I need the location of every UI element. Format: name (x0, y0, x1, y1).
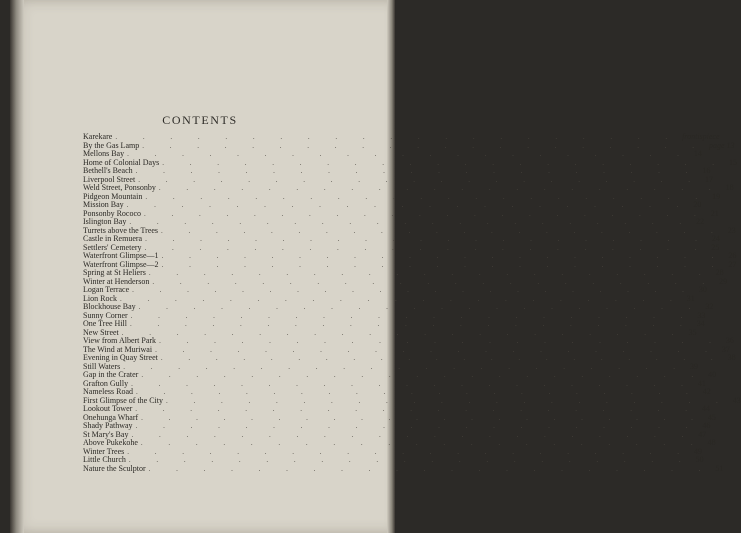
toc-page-number: 29 (719, 276, 728, 286)
toc-page-number: 38 (727, 353, 736, 362)
toc-page-number: 34 (696, 319, 705, 328)
toc-title: Waterfront Glimpse—2 (83, 259, 159, 269)
toc-title: Mission Bay (83, 200, 124, 209)
toc-title: Liverpool Street (83, 174, 136, 184)
toc-page-number: 30 (698, 285, 707, 294)
toc-dot-leader: . . . . . . . . . . . . . . . . . . . . . (129, 218, 694, 226)
toc-dot-leader: . . . . . . . . . . . . . . . . . . . . . (130, 320, 694, 328)
toc-page-number: 22 (696, 217, 705, 226)
toc-page-number: 51 (715, 463, 724, 473)
toc-page-number: 47 (698, 429, 707, 439)
toc-page-number: frontispiece (682, 132, 720, 141)
toc-dot-leader: . . . . . . . . . . . . . . . . . . . . . (161, 260, 726, 269)
toc-title: Lion Rock (83, 293, 117, 303)
toc-page-number: 44 (702, 404, 711, 413)
toc-title: Home of Colonial Days (83, 157, 160, 167)
toc-title: Evening in Quay Street (83, 353, 158, 362)
toc-page-number: 27 (728, 259, 737, 269)
toc-dot-leader: . . . . . . . . . . . . . . . . . . . . . (131, 379, 695, 388)
toc-title: Still Waters (83, 361, 121, 371)
toc-title: First Glimpse of the City (83, 395, 163, 405)
toc-title: St Mary's Bay (83, 429, 129, 439)
toc-title: Winter at Henderson (83, 276, 150, 286)
toc-page-number: 45 (707, 412, 716, 422)
toc-dot-leader: . . . . . . . . . . . . . . . . . . . . . (136, 388, 700, 396)
toc-dot-leader: . . . . . . . . . . . . . . . . . . . . . (130, 311, 695, 320)
toc-title: Little Church (83, 455, 126, 464)
toc-dot-leader: . . . . . . . . . . . . . . . . . . . . . (142, 141, 706, 150)
contents-heading: CONTENTS (162, 113, 238, 127)
toc-page-number: 28 (715, 268, 724, 277)
toc-title: Mellons Bay (83, 149, 125, 158)
toc-title: Pidgeon Mountain (83, 191, 143, 201)
toc-dot-leader: . . . . . . . . . . . . . . . . . . . . . (144, 243, 709, 252)
toc-page-number: 16 (702, 166, 711, 175)
toc-dot-leader: . . . . . . . . . . . . . . . . . . . . . (131, 430, 696, 439)
toc-page-number: 32 (705, 302, 714, 311)
toc-dot-leader: . . . . . . . . . . . . . . . . . . . . . (127, 150, 691, 158)
toc-title: Onehunga Wharf (83, 412, 139, 422)
toc-page-number: 23 (727, 225, 736, 235)
toc-title: The Wind at Muriwai (83, 344, 153, 354)
toc-page-number: 37 (721, 344, 730, 354)
toc-dot-leader: . . . . . . . . . . . . . . . . . . . . . (128, 456, 693, 464)
toc-title: Nameless Road (83, 387, 133, 396)
toc-page-number: 15 (728, 157, 737, 167)
toc-dot-leader: . . . . . . . . . . . . . . . . . . . . . (145, 235, 709, 243)
toc-dot-leader: . . . . . . . . . . . . . . . . . . . . . (141, 413, 705, 422)
toc-title: Settlers' Cemetery (83, 242, 142, 252)
toc-title: View from Albert Park (83, 336, 157, 345)
toc-title: Sunny Corner (83, 310, 128, 320)
toc-page-number: 14 (693, 149, 702, 158)
page-gutter-shadow (10, 0, 24, 533)
toc-title: Grafton Gully (83, 378, 129, 388)
toc-dot-leader: . . . . . . . . . . . . . . . . . . . . . (115, 133, 680, 141)
toc-title: Castle in Remuera (83, 234, 143, 243)
toc-page-number: 21 (710, 208, 719, 218)
toc-title: Waterfront Glimpse—1 (83, 251, 159, 260)
toc-page-number: 48 (707, 438, 716, 447)
toc-page-number: 33 (697, 310, 706, 320)
toc-dot-leader: . . . . . . . . . . . . . . . . . . . . . (138, 175, 702, 184)
toc-entry (83, 463, 724, 474)
toc-title: Weld Street, Ponsonby (83, 183, 156, 192)
toc-dot-leader: . . . . . . . . . . . . . . . . . . . . . (161, 226, 725, 235)
toc-page-number: 25 (711, 242, 720, 252)
toc-page-number: 43 (732, 395, 741, 405)
toc-page-number: 50 (695, 455, 704, 464)
toc-page-number: 35 (688, 327, 697, 337)
toc-dot-leader: . . . . . . . . . . . . . . . . . . . . . (158, 184, 723, 192)
toc-page-number: 41 (697, 378, 706, 388)
toc-dot-leader: . . . . . . . . . . . . . . . . . . . . . (161, 252, 726, 260)
toc-page-number: 26 (728, 251, 737, 260)
toc-title: Islington Bay (83, 217, 127, 226)
toc-title: Turrets above the Trees (83, 225, 159, 235)
toc-dot-leader: . . . . . . . . . . . . . . . . . . . . . (159, 337, 723, 345)
toc-page-number: 36 (725, 336, 734, 345)
toc-page-number: 20 (693, 200, 702, 209)
toc-dot-leader: . . . . . . . . . . . . . . . . . . . . . (123, 362, 687, 371)
toc-page-number: 49 (693, 446, 702, 456)
toc-title: Bethell's Beach (83, 166, 133, 175)
toc-page-number: 24 (711, 234, 720, 243)
toc-page-number: 17 (704, 174, 713, 184)
toc-dot-leader: . . . . . . . . . . . . . . . . . . . . . (160, 354, 725, 362)
toc-title: Spring at St Heliers (83, 268, 146, 277)
toc-page-number: 46 (702, 421, 711, 430)
toc-dot-leader: . . . . . . . . . . . . . . . . . . . . . (135, 167, 700, 175)
toc-title: Above Pukekohe (83, 438, 138, 447)
toc-dot-leader: . . . . . . . . . . . . . . . . . . . . . (152, 277, 717, 286)
toc-title: Gap in the Crater (83, 370, 139, 379)
toc-page-number: 18 (725, 183, 734, 192)
toc-title: Nature the Sculptor (83, 463, 146, 473)
toc-dot-leader: . . . . . . . . . . . . . . . . . . . . . (148, 464, 713, 473)
toc-title: Lookout Tower (83, 404, 133, 413)
toc-dot-leader: . . . . . . . . . . . . . . . . . . . . . (140, 439, 705, 447)
toc-title: New Street (83, 327, 119, 337)
toc-title: By the Gas Lamp (83, 140, 140, 150)
toc-dot-leader: . . . . . . . . . . . . . . . . . . . . . (148, 269, 713, 277)
toc-dot-leader: . . . . . . . . . . . . . . . . . . . . . (141, 371, 706, 379)
toc-page-number: 42 (702, 387, 711, 396)
toc-page-number: 40 (708, 370, 717, 379)
toc-dot-leader: . . . . . . . . . . . . . . . . . . . . . (121, 328, 686, 337)
toc-dot-leader: . . . . . . . . . . . . . . . . . . . . . (135, 405, 700, 413)
toc-dot-leader: . . . . . . . . . . . . . . . . . . . . . (132, 286, 696, 294)
toc-dot-leader: . . . . . . . . . . . . . . . . . . . . . (120, 294, 684, 303)
toc-dot-leader: . . . . . . . . . . . . . . . . . . . . . (166, 396, 730, 405)
toc-title: Winter Trees (83, 446, 125, 456)
toc-dot-leader: . . . . . . . . . . . . . . . . . . . . . (135, 422, 700, 430)
toc-title: One Tree Hill (83, 319, 127, 328)
toc-title: Ponsonby Rococo (83, 208, 141, 218)
toc-dot-leader: . . . . . . . . . . . . . . . . . . . . . (126, 201, 691, 209)
contents-list (83, 132, 741, 473)
toc-dot-leader: . . . . . . . . . . . . . . . . . . . . . (144, 209, 708, 218)
toc-dot-leader: . . . . . . . . . . . . . . . . . . . . . (155, 345, 719, 354)
toc-dot-leader: . . . . . . . . . . . . . . . . . . . . . (162, 158, 726, 167)
toc-page-number: 19 (712, 191, 721, 201)
toc-title: Karekare (83, 132, 113, 141)
toc-dot-leader: . . . . . . . . . . . . . . . . . . . . . (138, 303, 703, 311)
toc-dot-leader: . . . . . . . . . . . . . . . . . . . . . (145, 192, 710, 201)
toc-page-number: 31 (686, 293, 695, 303)
toc-page-number: page 13 (708, 140, 735, 150)
toc-title: Shady Pathway (83, 421, 133, 430)
toc-title: Blockhouse Bay (83, 302, 136, 311)
toc-title: Logan Terrace (83, 285, 130, 294)
toc-page-number: 39 (689, 361, 698, 371)
toc-dot-leader: . . . . . . . . . . . . . . . . . . . . . (127, 447, 691, 456)
